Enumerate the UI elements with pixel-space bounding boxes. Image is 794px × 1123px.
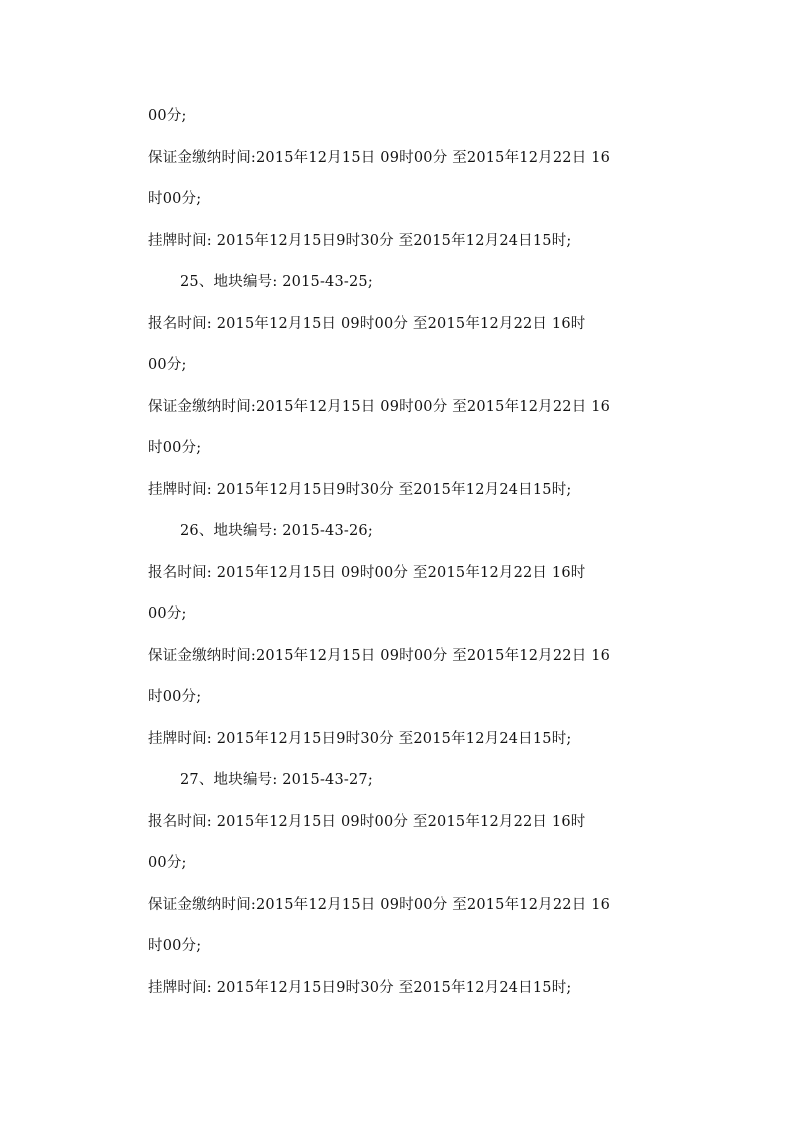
text-line: 保证金缴纳时间:2015年12月15日 09时00分 至2015年12月22日 16 bbox=[148, 399, 611, 415]
text-line: 00分; bbox=[148, 357, 187, 373]
text-line: 00分; bbox=[148, 855, 187, 871]
text-line: 报名时间: 2015年12月15日 09时00分 至2015年12月22日 16时 bbox=[148, 316, 586, 332]
text-line: 00分; bbox=[148, 108, 187, 124]
text-line: 挂牌时间: 2015年12月15日9时30分 至2015年12月24日15时; bbox=[148, 731, 572, 747]
text-line: 挂牌时间: 2015年12月15日9时30分 至2015年12月24日15时; bbox=[148, 980, 572, 996]
text-line: 报名时间: 2015年12月15日 09时00分 至2015年12月22日 16时 bbox=[148, 814, 586, 830]
text-line: 保证金缴纳时间:2015年12月15日 09时00分 至2015年12月22日 16 bbox=[148, 150, 611, 166]
parcel-heading: 25、地块编号: 2015-43-25; bbox=[180, 274, 373, 290]
text-line: 挂牌时间: 2015年12月15日9时30分 至2015年12月24日15时; bbox=[148, 482, 572, 498]
parcel-heading: 27、地块编号: 2015-43-27; bbox=[180, 772, 373, 788]
text-line: 时00分; bbox=[148, 440, 202, 456]
text-line: 报名时间: 2015年12月15日 09时00分 至2015年12月22日 16时 bbox=[148, 565, 586, 581]
text-line: 挂牌时间: 2015年12月15日9时30分 至2015年12月24日15时; bbox=[148, 233, 572, 249]
text-line: 00分; bbox=[148, 606, 187, 622]
text-line: 时00分; bbox=[148, 689, 202, 705]
parcel-heading: 26、地块编号: 2015-43-26; bbox=[180, 523, 373, 539]
text-line: 保证金缴纳时间:2015年12月15日 09时00分 至2015年12月22日 16 bbox=[148, 648, 611, 664]
text-line: 时00分; bbox=[148, 191, 202, 207]
text-line: 保证金缴纳时间:2015年12月15日 09时00分 至2015年12月22日 16 bbox=[148, 897, 611, 913]
text-line: 时00分; bbox=[148, 938, 202, 954]
